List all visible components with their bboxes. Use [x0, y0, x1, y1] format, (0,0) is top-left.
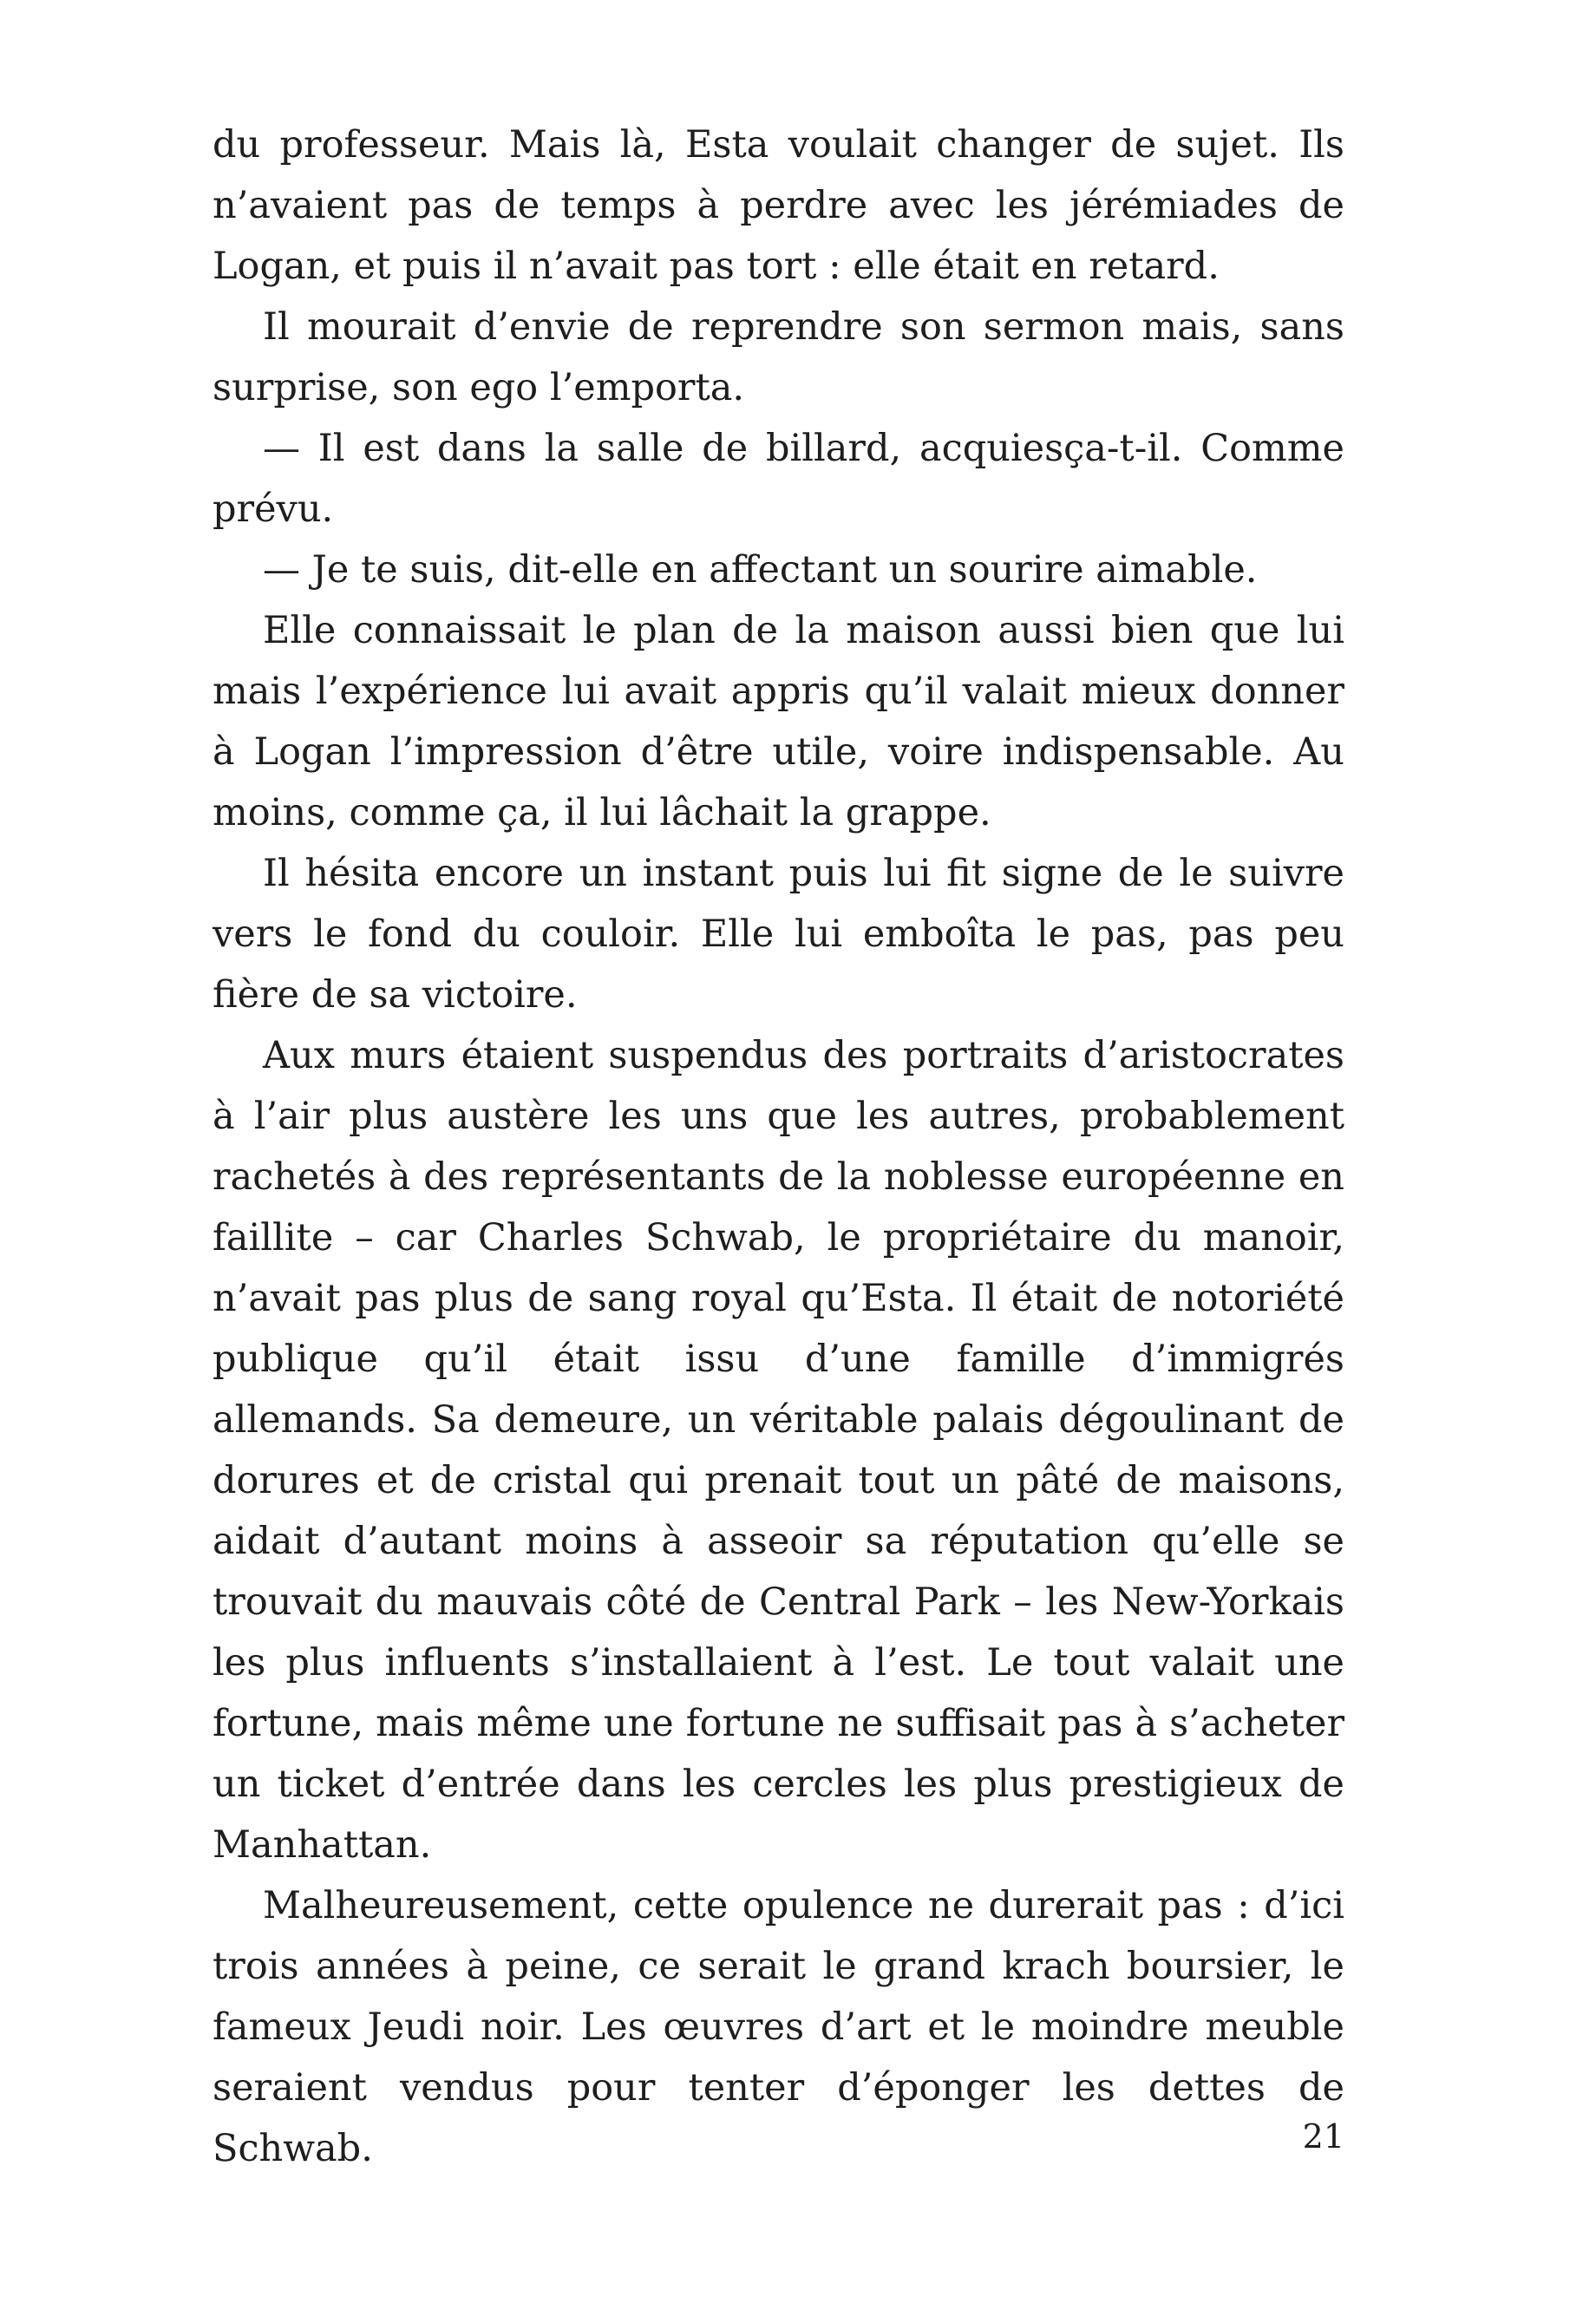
page-body — [213, 114, 1344, 2179]
dialogue-line: — Je te suis, dit-elle en affectant un sourire aimable. — [263, 548, 1258, 592]
paragraph: Il mourait d’envie de reprendre son sermon mais, sans surprise, son ego l’emporta. — [213, 305, 1344, 409]
paragraph-continuation: du professeur. Mais là, Esta voulait changer de sujet. Ils n’avaient pas de temps à perdre avec les jérémiades de Logan, et puis il n’avait pas tort : elle était en retard. — [213, 123, 1344, 288]
page-number: 21 — [1302, 2117, 1344, 2156]
paragraph: Il hésita encore un instant puis lui fit signe de le suivre vers le fond du couloir. Elle lui emboîta le pas, pas peu fière de sa victoire. — [213, 852, 1344, 1017]
dialogue-line: — Il est dans la salle de billard, acquiesça-t-il. Comme prévu. — [213, 427, 1344, 531]
paragraph: Malheureusement, cette opulence ne durerait pas : d’ici trois années à peine, ce serait le grand krach boursier, le fameux Jeudi noir. Les œuvres d’art et le moindre meuble seraient vendus pour tenter d’éponger les dettes de Schwab. — [213, 1884, 1344, 2170]
paragraph: Elle connaissait le plan de la maison aussi bien que lui mais l’expérience lui avait appris qu’il valait mieux donner à Logan l’impression d’être utile, voire indispensable. Au moins, comme ça, il lui lâchait la grappe. — [213, 609, 1344, 834]
paragraph: Aux murs étaient suspendus des portraits d’aristocrates à l’air plus austère les uns que les autres, probablement rachetés à des représentants de la noblesse européenne en faillite – car Charles Schwab, le propriétaire du manoir, n’avait pas plus de sang royal qu’Esta. Il était de notoriété publique qu’il était issu d’une famille d’immigrés allemands. Sa demeure, un véritable palais dégoulinant de dorures et de cristal qui prenait tout un pâté de maisons, aidait d’autant moins à asseoir sa réputation qu’elle se trouvait du mauvais côté de Central Park – les New-Yorkais les plus influents s’installaient à l’est. Le tout valait une fortune, mais même une fortune ne suffisait pas à s’acheter un ticket d’entrée dans les cercles les plus prestigieux de Manhattan. — [213, 1034, 1344, 1867]
